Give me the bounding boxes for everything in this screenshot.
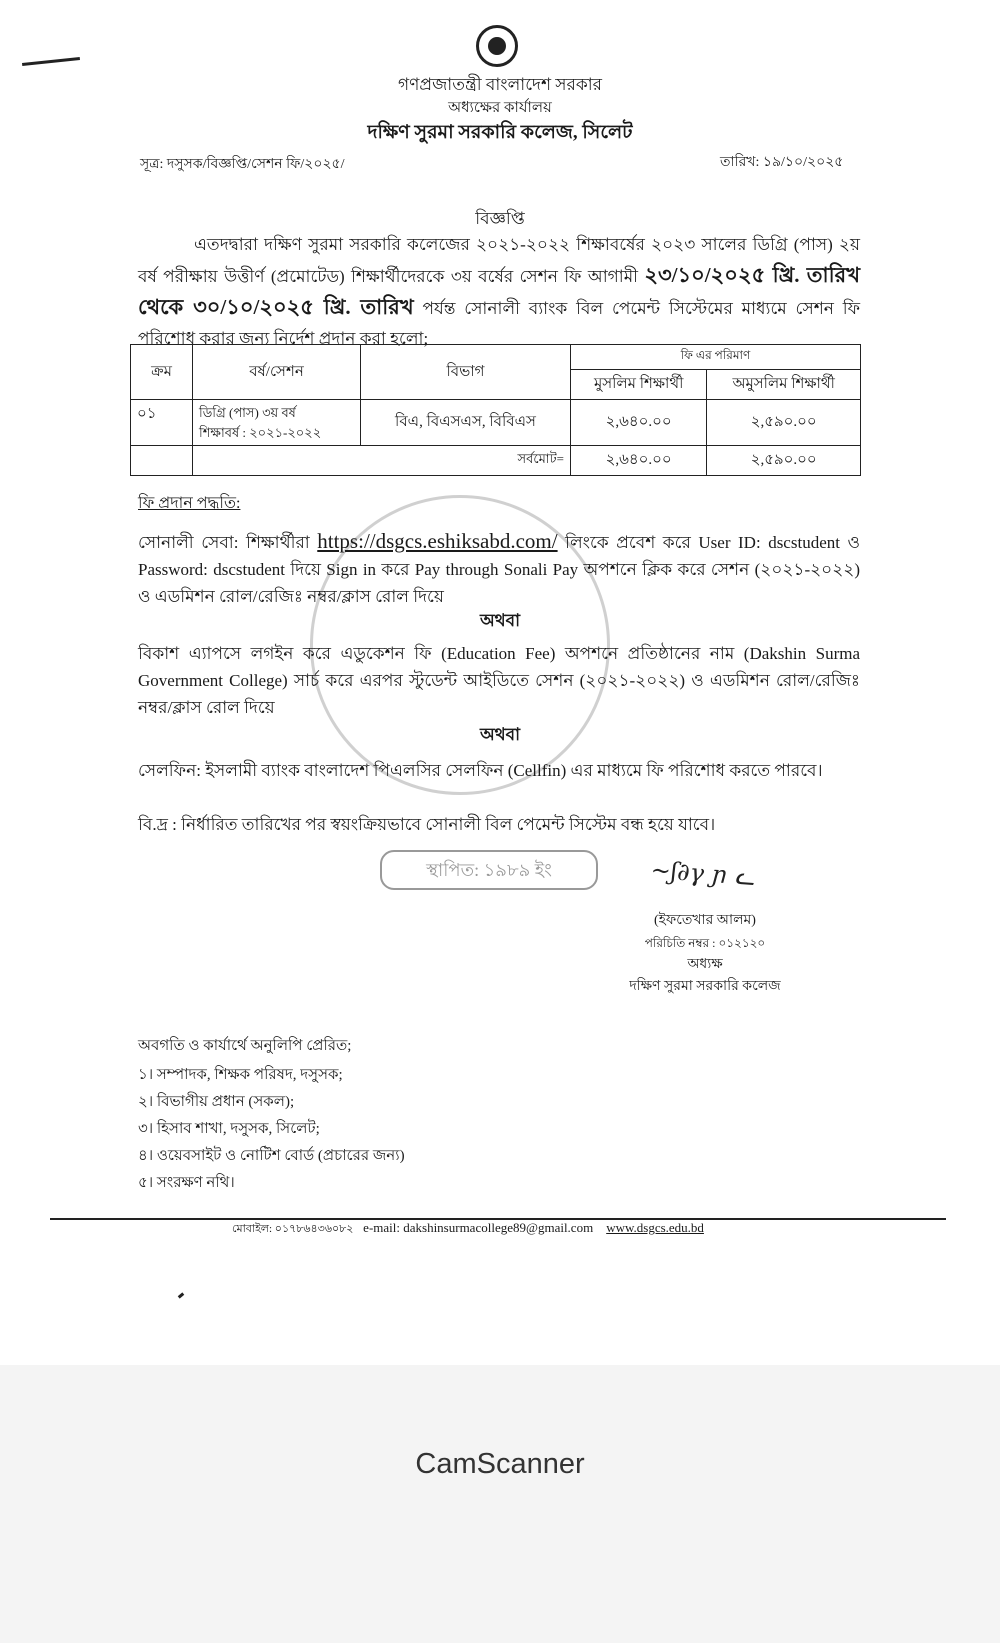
or-separator: অথবা xyxy=(479,611,521,630)
notice-text: পর্যন্ত সোনালী ব্যাংক বিল পেমেন্ট সিস্টেমের মাধ্যমে সেশন ফি পরিশোধ করার জন্য নির্দেশ প্রদান করা হলো; xyxy=(138,299,860,348)
contact-line xyxy=(232,1220,704,1239)
signatory-name: (ইফতেখার আলম) xyxy=(654,913,756,928)
copy-item: ৩। হিসাব শাখা, দসুসক, সিলেট; xyxy=(138,1121,320,1137)
signatory-designation: অধ্যক্ষ xyxy=(687,957,723,972)
contact-email[interactable]: e-mail: dakshinsurmacollege89@gmail.com xyxy=(363,1220,594,1235)
total-nonmuslim: ২,৫৯০.০০ xyxy=(707,446,861,476)
header-nonmuslim: অমুসলিম শিক্ষার্থী xyxy=(707,370,861,400)
cell-session: শিক্ষাবর্ষ : ২০২১-২০২২ xyxy=(199,424,322,440)
header-muslim: মুসলিম শিক্ষার্থী xyxy=(571,370,707,400)
reference: সূত্র: দসুসক/বিজ্ঞপ্তি/সেশন ফি/২০২৫/ xyxy=(140,157,345,172)
camscanner-brand: CamScanner xyxy=(415,1448,585,1480)
gov-title: গণপ্রজাতন্ত্রী বাংলাদেশ সরকার xyxy=(397,75,603,94)
copies-title: অবগতি ও কার্যার্থে অনুলিপি প্রেরিত; xyxy=(138,1038,352,1054)
college-title: দক্ষিণ সুরমা সরকারি কলেজ, সিলেট xyxy=(367,122,633,143)
method-sonali xyxy=(138,528,860,610)
cell-year: ডিগ্রি (পাস) ৩য় বর্ষ xyxy=(199,404,296,420)
total-muslim: ২,৬৪০.০০ xyxy=(571,446,707,476)
total-row xyxy=(131,446,861,476)
header-fee: ফি এর পরিমাণ xyxy=(571,345,861,370)
cell-serial: ০১ xyxy=(131,400,193,446)
notice-text: এতদদ্বারা দক্ষিণ সুরমা সরকারি কলেজের ২০২১-২০২২ শিক্ষাবর্ষের ২০২৩ সালের ডিগ্রি (পাস) ২য় বর্ষ পরীক্ষায় উত্তীর্ণ (প্রমোটেড) শিক্ষার্থীদেরকে ৩য় বর্ষের সেশন ফি আগামী xyxy=(138,235,860,286)
signature: ~ʃ∂γ ɲ ᓚ xyxy=(649,855,757,891)
cell-dept: বিএ, বিএসএস, বিবিএস xyxy=(361,400,571,446)
signatory-id: পরিচিতি নম্বর : ০১২১২০ xyxy=(644,936,766,950)
method-text: লিংকে প্রবেশ করে User ID: dscstudent ও Password: dscstudent দিয়ে Sign in করে Pay through Sonali Pay অপশনে ক্লিক করে সেশন (২০২১-২০২২) ও এডমিশন রোল/রেজিঃ নম্বর/ক্লাস রোল দিয়ে xyxy=(138,533,860,606)
copy-item: ৪। ওয়েবসাইট ও নোটিশ বোর্ড (প্রচারের জন্য) xyxy=(138,1148,405,1164)
date: তারিখ: ১৯/১০/২০২৫ xyxy=(720,155,844,170)
office-title: অধ্যক্ষের কার্যালয় xyxy=(448,100,552,116)
method-title: ফি প্রদান পদ্ধতি: xyxy=(138,495,241,512)
copy-item: ৫। সংরক্ষণ নথি। xyxy=(138,1175,235,1191)
cell-nonmuslim-fee: ২,৫৯০.০০ xyxy=(707,400,861,446)
method-text: সোনালী সেবা: শিক্ষার্থীরা xyxy=(138,533,318,552)
fee-table xyxy=(130,344,861,476)
established-stamp: স্থাপিত: ১৯৮৯ ইং xyxy=(380,850,598,890)
pen-mark xyxy=(178,1292,185,1298)
payment-link[interactable]: https://dsgcs.eshiksabd.com/ xyxy=(317,529,558,553)
notice-body xyxy=(138,230,860,354)
contact-website[interactable]: www.dsgcs.edu.bd xyxy=(606,1220,704,1235)
signatory-college: দক্ষিণ সুরমা সরকারি কলেজ xyxy=(629,979,781,994)
copy-item: ২। বিভাগীয় প্রধান (সকল); xyxy=(138,1094,295,1110)
table-row xyxy=(131,400,861,446)
header-dept: বিভাগ xyxy=(361,345,571,400)
notice-title: বিজ্ঞপ্তি xyxy=(475,209,525,228)
method-cellfin: সেলফিন: ইসলামী ব্যাংক বাংলাদেশ পিএলসির সেলফিন (Cellfin) এর মাধ্যমে ফি পরিশোধ করতে পারবে। xyxy=(138,761,823,780)
cell-muslim-fee: ২,৬৪০.০০ xyxy=(571,400,707,446)
pen-mark xyxy=(22,57,80,66)
emblem-icon xyxy=(476,25,518,67)
method-bkash: বিকাশ এ্যাপসে লগইন করে এডুকেশন ফি (Education Fee) অপশনে প্রতিষ্ঠানের নাম (Dakshin Surma Government College) সার্চ করে এরপর স্টুডেন্ট আইডিতে সেশন (২০২১-২০২২) ও এডমিশন রোল/রেজিঃ নম্বর/ক্লাস রোল দিয়ে xyxy=(138,644,860,717)
date-range: ২৩/১০/২০২৫ খ্রি. তারিখ থেকে ৩০/১০/২০২৫ খ্রি. তারিখ xyxy=(138,263,860,319)
copies xyxy=(138,1033,405,1197)
note: বি.দ্র : নির্ধারিত তারিখের পর স্বয়ংক্রিয়ভাবে সোনালী বিল পেমেন্ট সিস্টেম বন্ধ হয়ে যাবে। xyxy=(138,815,716,834)
header-year: বর্ষ/সেশন xyxy=(193,345,361,400)
total-label: সর্বমোট= xyxy=(193,446,571,476)
scanner-footer xyxy=(0,1365,1000,1643)
contact-mobile: মোবাইল: ০১৭৮৬৪৩৬০৮২ xyxy=(232,1223,354,1235)
signature-block xyxy=(600,910,810,998)
or-separator: অথবা xyxy=(479,725,521,744)
header-serial: ক্রম xyxy=(131,345,193,400)
copy-item: ১। সম্পাদক, শিক্ষক পরিষদ, দসুসক; xyxy=(138,1067,343,1083)
